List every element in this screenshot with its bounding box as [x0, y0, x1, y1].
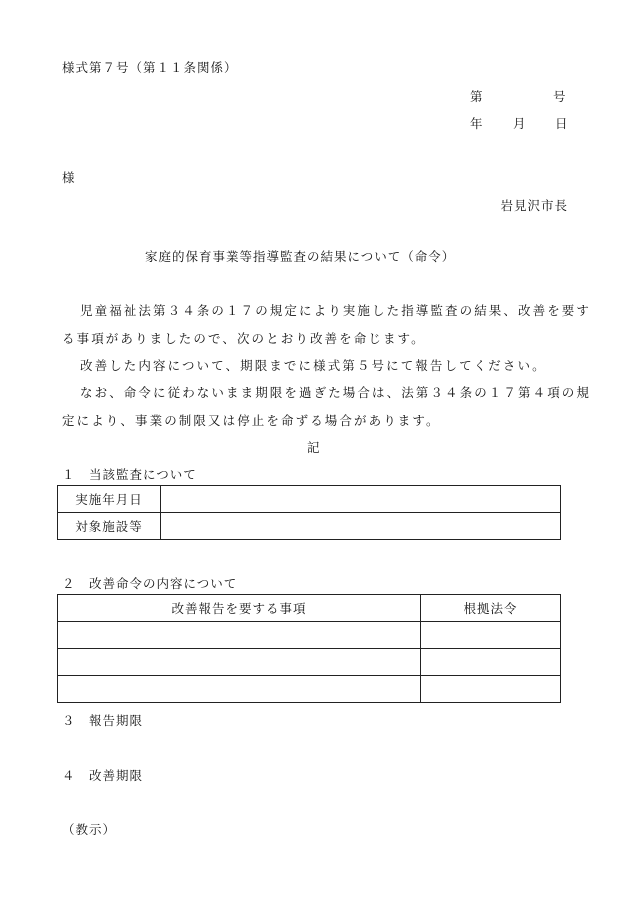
table-header-row — [58, 595, 561, 622]
table-cell-label: 実施年月日 — [58, 486, 161, 513]
audit-info-table — [57, 485, 561, 540]
table-cell-item[interactable] — [58, 649, 421, 676]
section-heading-improvement-deadline: ４ 改善期限 — [62, 768, 144, 783]
table-row — [58, 676, 561, 703]
document-number-prefix: 第 — [470, 89, 483, 104]
table-cell-basis[interactable] — [421, 649, 561, 676]
table-row — [58, 649, 561, 676]
table-cell-label: 対象施設等 — [58, 513, 161, 540]
body-paragraph-line: 定により、事業の制限又は停止を命ずる場合があります。 — [62, 413, 441, 428]
table-cell-value[interactable] — [161, 513, 561, 540]
column-header-items: 改善報告を要する事項 — [58, 595, 421, 622]
document-number-suffix: 号 — [553, 89, 566, 104]
table-cell-item[interactable] — [58, 622, 421, 649]
form-number: 様式第７号（第１１条関係） — [62, 60, 238, 75]
document-title: 家庭的保育事業等指導監査の結果について（命令） — [145, 249, 456, 264]
date-year-label: 年 — [470, 116, 483, 131]
body-paragraph-line: 改善した内容について、期限までに様式第５号にて報告してください。 — [80, 358, 547, 373]
body-paragraph-line: なお、命令に従わないまま期限を過ぎた場合は、法第３４条の１７第４項の規 — [80, 385, 592, 400]
table-cell-value[interactable] — [161, 486, 561, 513]
table-row — [58, 622, 561, 649]
ki-marker: 記 — [307, 440, 320, 455]
date-month-label: 月 — [513, 116, 526, 131]
section-heading-improvement-order: ２ 改善命令の内容について — [62, 576, 238, 591]
issuer: 岩見沢市長 — [500, 198, 568, 213]
improvement-order-table — [57, 594, 561, 703]
addressee: 様 — [62, 170, 75, 185]
table-row — [58, 486, 561, 513]
body-paragraph-line: 児童福祉法第３４条の１７の規定により実施した指導監査の結果、改善を要す — [80, 303, 592, 318]
table-cell-basis[interactable] — [421, 622, 561, 649]
section-heading-report-deadline: ３ 報告期限 — [62, 713, 144, 728]
body-paragraph-line: る事項がありましたので、次のとおり改善を命じます。 — [62, 331, 426, 346]
date-day-label: 日 — [555, 116, 568, 131]
instruction-label: （教示） — [62, 822, 117, 837]
table-cell-item[interactable] — [58, 676, 421, 703]
table-row — [58, 513, 561, 540]
column-header-legal-basis: 根拠法令 — [421, 595, 561, 622]
section-heading-audit: １ 当該監査について — [62, 467, 197, 482]
table-cell-basis[interactable] — [421, 676, 561, 703]
